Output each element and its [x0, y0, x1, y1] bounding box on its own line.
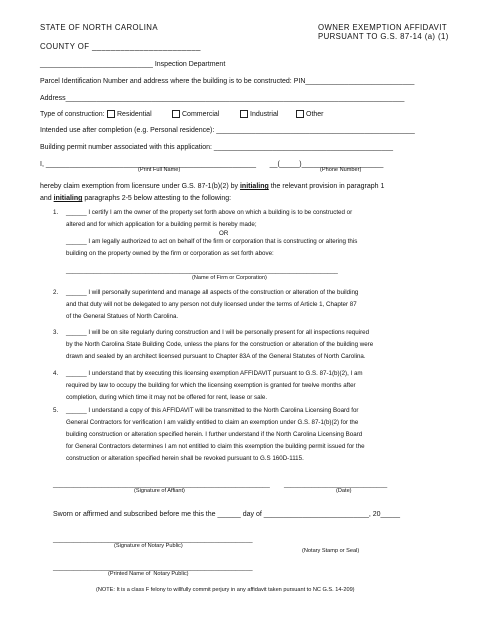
paragraph-1-text-2: building on the property owned by the firm or corporation as set forth above: [66, 250, 274, 257]
date-field[interactable]: ______________________________ [284, 481, 388, 488]
paragraph-3-text: by the North Carolina State Building Code, unless the plans for the construction or alteration of the building were [66, 341, 374, 348]
form-statute: PURSUANT TO G.S. 87-14 (a) (1) [318, 32, 449, 41]
paragraph-3-text-2: drawn and sealed by an architect licensed pursuant to Chapter 83A of the General Statutes of North Carolina. [66, 353, 366, 360]
inspection-department-field[interactable]: _____________________________ Inspection Department [40, 61, 226, 68]
intended-use-field[interactable]: Intended use after completion (e.g. Personal residence): ___________________________________________________ [40, 127, 415, 134]
claim-statement-2: and initialing paragraphs 2-5 below attesting to the following: [40, 195, 232, 202]
notary-printed-name-field[interactable]: __________________________________________________________ [53, 564, 253, 571]
firm-name-field[interactable]: _______________________________________________________________________________ [66, 267, 338, 274]
state-heading: STATE OF NORTH CAROLINA [40, 23, 158, 32]
notary-signature-field[interactable]: __________________________________________________________ [53, 536, 253, 543]
affiant-signature-field[interactable]: _______________________________________________________________ [53, 481, 270, 488]
industrial-checkbox[interactable] [240, 110, 248, 118]
date-caption: (Date) [336, 488, 352, 494]
paragraph-5-text-3: for General Contractors determines I am not entitled to claim this exemption the building permit issued for the [66, 443, 365, 450]
paragraph-5-initial[interactable]: ______ I understand a copy of this AFFIDAVIT will be transmitted to the North Carolina Licensing Board for [66, 407, 359, 414]
paragraph-2-text: and that duty will not be delegated to any person not duly licensed under the terms of Article 1, Chapter 87 [66, 301, 357, 308]
commercial-label: Commercial [182, 111, 220, 118]
affiant-signature-caption: (Signature of Affiant) [134, 488, 185, 494]
parcel-pin-field[interactable]: Parcel Identification Number and address where the building is to be constructed: PIN____________________________ [40, 78, 415, 85]
paragraph-3-initial[interactable]: ______ I will be on site regularly during construction and I will be personally present for all inspections required [66, 329, 370, 336]
paragraph-4-text: required by law to occupy the building for which the licensing exemption is granted for twelve months after [66, 382, 356, 389]
permit-number-field[interactable]: Building permit number associated with this application: ______________________________________________ [40, 144, 394, 151]
initialing-emphasis-2: initialing [53, 195, 83, 202]
notary-signature-caption: (Signature of Notary Public) [114, 543, 183, 549]
paragraph-5-text-2: building construction or alteration specified herein. I further understand if the North Carolina Licensing Board [66, 431, 363, 438]
sworn-statement[interactable]: Sworn or affirmed and subscribed before me this the ______ day of ___________________________, 20_____ [53, 511, 401, 518]
other-checkbox[interactable] [296, 110, 304, 118]
industrial-label: Industrial [250, 111, 279, 118]
paragraph-1-text: altered and for which application for a building permit is hereby made; [66, 221, 257, 228]
county-field[interactable]: COUNTY OF _______________________ [40, 42, 201, 51]
paragraph-1-agent-initial[interactable]: ______ I am legally authorized to act on behalf of the firm or corporation that is constructing or altering this [66, 238, 358, 245]
residential-label: Residential [117, 111, 152, 118]
commercial-checkbox[interactable] [172, 110, 180, 118]
phone-caption: (Phone Number) [320, 167, 362, 173]
initialing-emphasis: initialing [239, 183, 269, 190]
paragraph-4-number: 4. [53, 370, 59, 377]
paragraph-5-text: General Contractors for verification I am validly entitled to claim an exemption under G.S. 87-1(b)(2) for the [66, 419, 359, 426]
claim-statement: hereby claim exemption from licensure under G.S. 87-1(b)(2) by initialing the relevant provision in paragraph 1 [40, 183, 385, 190]
paragraph-1-number: 1. [53, 209, 59, 216]
paragraph-1-owner-initial[interactable]: ______ I certify I am the owner of the property set forth above on which a building is to be constructed or [66, 209, 353, 216]
paragraph-4-initial[interactable]: ______ I understand that by executing this licensing exemption AFFIDAVIT pursuant to G.S. 87-1(b)(2), I am [66, 370, 363, 377]
print-name-caption: (Print Full Name) [138, 167, 181, 173]
or-divider: OR [219, 230, 229, 237]
paragraph-5-number: 5. [53, 407, 59, 414]
paragraph-2-number: 2. [53, 289, 59, 296]
construction-type-label: Type of construction: [40, 111, 105, 118]
firm-name-caption: (Name of Firm or Corporation) [192, 275, 267, 281]
notary-printed-name-caption: (Printed Name of Notary Public) [108, 571, 189, 577]
paragraph-2-text-2: of the General Statues of North Carolina. [66, 313, 179, 320]
address-field[interactable]: Address_______________________________________________________________________________________ [40, 95, 405, 102]
paragraph-5-text-4: construction or alteration specified herein shall be revoked pursuant to G.S 160D-1115. [66, 455, 304, 462]
other-label: Other [306, 111, 324, 118]
paragraph-4-text-2: completion, during which time it may not be offered for rent, lease or sale. [66, 394, 268, 401]
notary-stamp-caption: (Notary Stamp or Seal) [302, 548, 360, 554]
residential-checkbox[interactable] [107, 110, 115, 118]
form-title: OWNER EXEMPTION AFFIDAVIT [318, 23, 447, 32]
perjury-note: (NOTE: It is a class F felony to willfully commit perjury in any affidavit taken pursuant to NC G.S. 14-209) [96, 587, 355, 593]
paragraph-2-initial[interactable]: ______ I will personally superintend and manage all aspects of the construction or alteration of the building [66, 289, 359, 296]
paragraph-3-number: 3. [53, 329, 59, 336]
name-phone-line[interactable]: I, ______________________________________________________ __(_____)_____________________ [40, 161, 384, 168]
